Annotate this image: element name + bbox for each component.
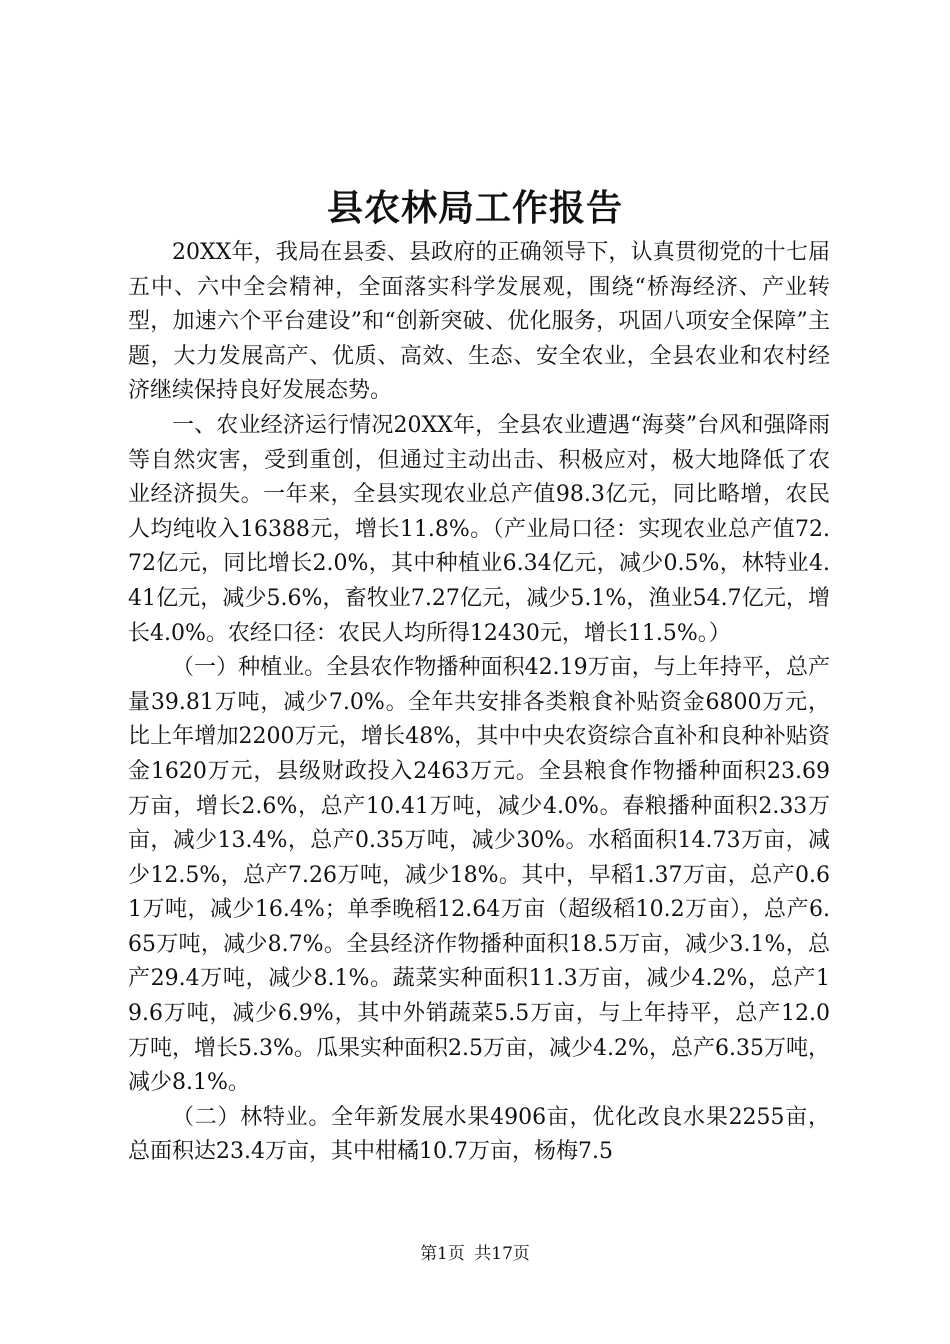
paragraph-economy: 一、农业经济运行情况20XX年，全县农业遭遇“海葵”台风和强降雨等自然灾害，受到重创，但通过主动出击、积极应对，极大地降低了农业经济损失。一年来，全县实现农业总产值98.3亿元，同比略增，农民人均纯收入16388元，增长11.8%。（产业局口径：实现农业总产值72.72亿元，同比增长2.0%，其中种植业6.34亿元，减少0.5%，林特业4.41亿元，减少5.6%，畜牧业7.27亿元，减少5.1%，渔业54.7亿元，增长4.0%。农经口径：农民人均所得12430元，增长11.5%。） [128,412,830,646]
paragraph-planting: （一）种植业。全县农作物播种面积42.19万亩，与上年持平，总产量39.81万吨，减少7.0%。全年共安排各类粮食补贴资金6800万元，比上年增加2200万元，增长48%，其中中央农资综合直补和良种补贴资金1620万元，县级财政投入2463万元。全县粮食作物播种面积23.69万亩，增长2.6%，总产10.41万吨，减少4.0%。春粮播种面积2.33万亩，减少13.4%，总产0.35万吨，减少30%。水稻面积14.73万亩，减少12.5%，总产7.26万吨，减少18%。其中，早稻1.37万亩，总产0.61万吨，减少16.4%；单季晚稻12.64万亩（超级稻10.2万亩），总产6.65万吨，减少8.7%。全县经济作物播种面积18.5万亩，减少3.1%，总产29.4万吨，减少8.1%。蔬菜实种面积11.3万亩，减少4.2%，总产19.6万吨，减少6.9%，其中外销蔬菜5.5万亩，与上年持平，总产12.0万吨，增长5.3%。瓜果实种面积2.5万亩，减少4.2%，总产6.35万吨，减少8.1%。 [128,655,830,1096]
page-number: 第1页 [420,1244,465,1264]
document-title: 县农林局工作报告 [326,187,623,229]
paragraph-intro: 20XX年，我局在县委、县政府的正确领导下，认真贯彻党的十七届五中、六中全会精神，全面落实科学发展观，围绕“桥海经济、产业转型，加速六个平台建设”和“创新突破、优化服务，巩固八项安全保障”主题，大力发展高产、优质、高效、生态、安全农业，全县农业和农村经济继续保持良好发展态势。 [128,240,830,404]
paragraph-forestry: （二）林特业。全年新发展水果4906亩，优化改良水果2255亩，总面积达23.4万亩，其中柑橘10.7万亩，杨梅7.5 [128,1104,830,1165]
page-footer [0,1242,950,1266]
page-total: 共17页 [474,1244,530,1264]
document-body [128,236,830,1170]
